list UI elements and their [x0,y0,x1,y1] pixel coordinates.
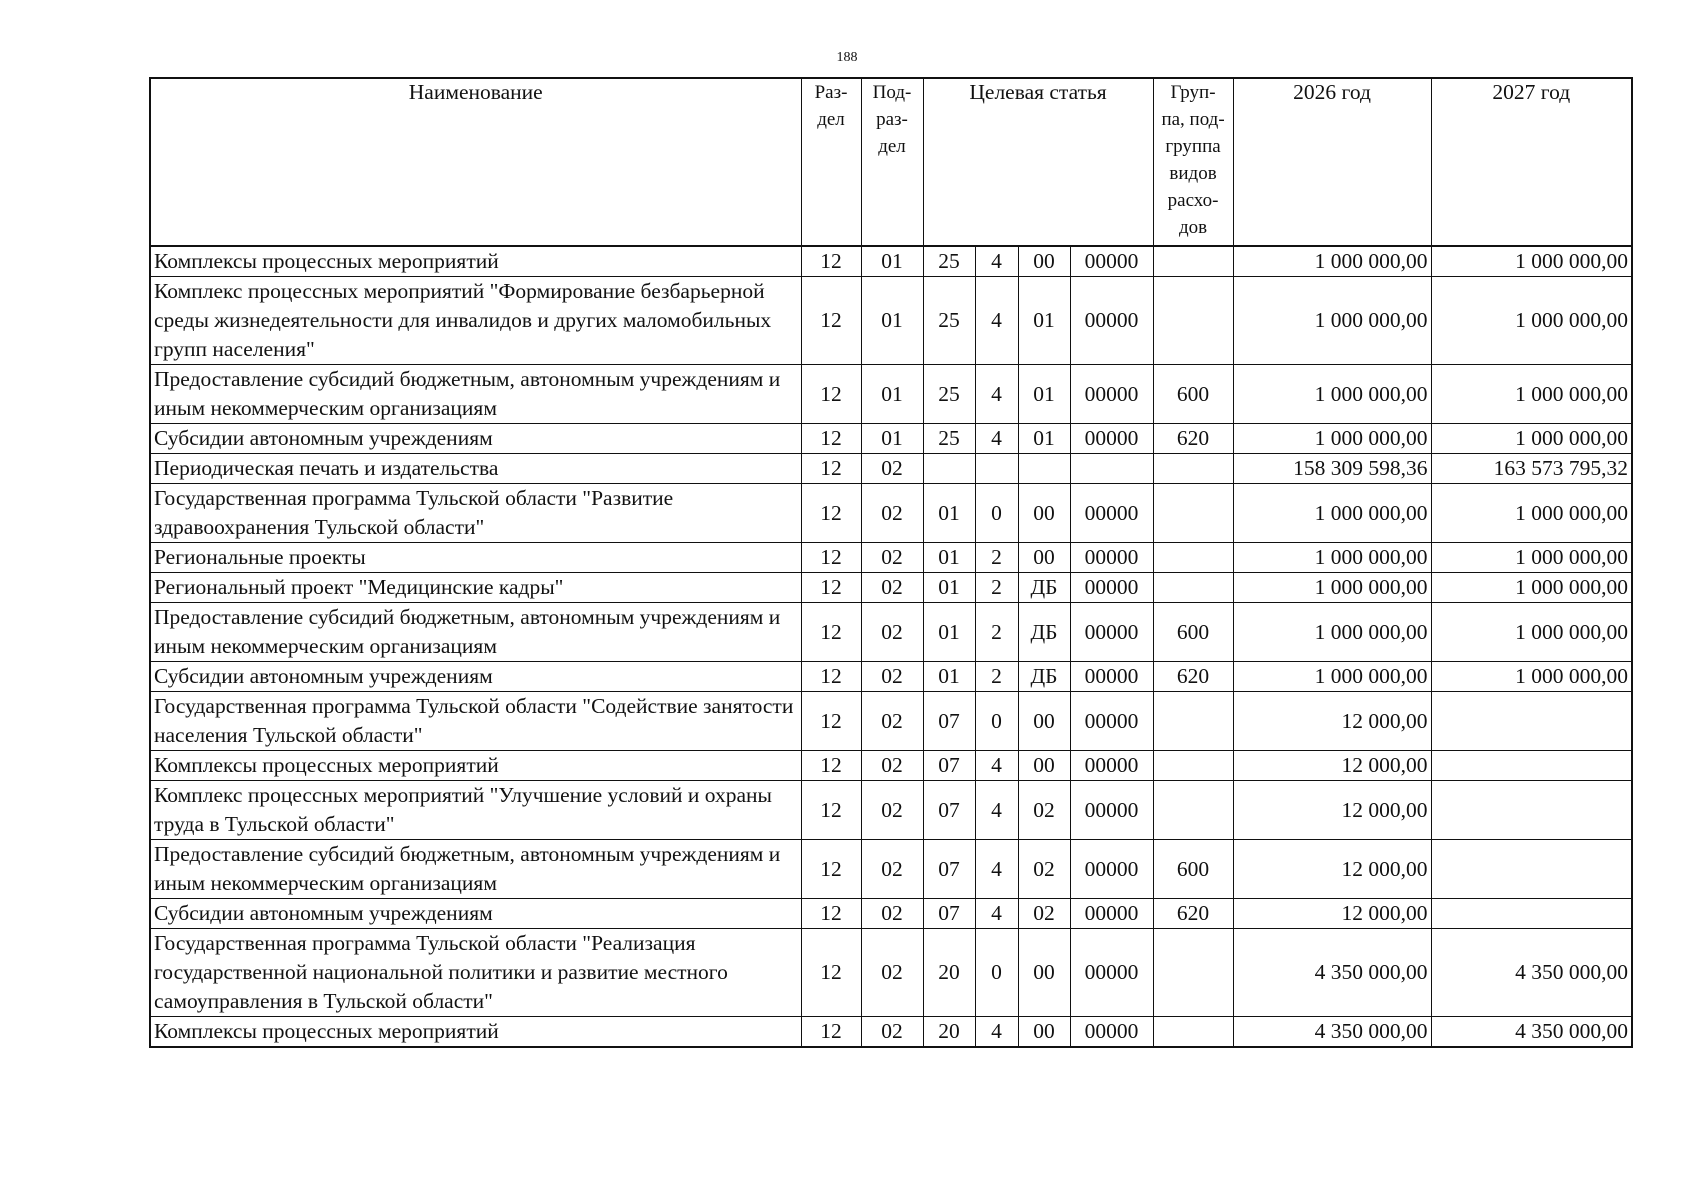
cell-section: 12 [801,246,861,277]
cell-section: 12 [801,1017,861,1048]
cell-expense-group [1153,484,1233,543]
cell-program-code: 20 [923,1017,975,1048]
cell-type-code: 4 [975,365,1018,424]
table-row [150,840,1632,899]
cell-expense-group: 600 [1153,603,1233,662]
table-row [150,543,1632,573]
cell-type-code: 0 [975,484,1018,543]
cell-structural-code: 02 [1018,840,1070,899]
cell-name: Субсидии автономным учреждениям [150,424,801,454]
cell-subsection: 02 [861,603,923,662]
header-subsection: Под- раз- дел [861,78,923,246]
cell-subsection: 02 [861,692,923,751]
cell-name: Субсидии автономным учреждениям [150,662,801,692]
table-row [150,662,1632,692]
cell-section: 12 [801,692,861,751]
cell-subsection: 02 [861,929,923,1017]
cell-expense-group [1153,751,1233,781]
cell-subsection: 02 [861,751,923,781]
cell-amount-2027: 163 573 795,32 [1431,454,1632,484]
cell-subsection: 02 [861,484,923,543]
cell-name: Государственная программа Тульской области "Развитие здравоохранения Тульской области" [150,484,801,543]
cell-amount-2027 [1431,781,1632,840]
cell-expense-group [1153,1017,1233,1048]
cell-subsection: 02 [861,454,923,484]
cell-section: 12 [801,573,861,603]
cell-amount-2027 [1431,751,1632,781]
cell-section: 12 [801,543,861,573]
cell-type-code: 4 [975,1017,1018,1048]
cell-amount-2026: 1 000 000,00 [1233,603,1431,662]
cell-structural-code: ДБ [1018,662,1070,692]
cell-structural-code: 00 [1018,692,1070,751]
table-row [150,454,1632,484]
cell-structural-code: 00 [1018,751,1070,781]
cell-type-code: 4 [975,781,1018,840]
cell-amount-2026: 1 000 000,00 [1233,662,1431,692]
cell-amount-2027 [1431,899,1632,929]
cell-amount-2027: 1 000 000,00 [1431,484,1632,543]
cell-type-code: 4 [975,751,1018,781]
table-row [150,781,1632,840]
cell-program-code: 07 [923,751,975,781]
cell-direction-code: 00000 [1070,899,1153,929]
cell-expense-group [1153,454,1233,484]
cell-subsection: 01 [861,246,923,277]
header-year-2026: 2026 год [1233,78,1431,246]
cell-amount-2026: 1 000 000,00 [1233,573,1431,603]
cell-section: 12 [801,424,861,454]
cell-program-code: 25 [923,424,975,454]
cell-section: 12 [801,365,861,424]
header-name: Наименование [150,78,801,246]
cell-name: Региональные проекты [150,543,801,573]
cell-direction-code: 00000 [1070,365,1153,424]
cell-subsection: 01 [861,365,923,424]
cell-expense-group [1153,781,1233,840]
cell-name: Предоставление субсидий бюджетным, автономным учреждениям и иным некоммерческим организациям [150,603,801,662]
cell-expense-group [1153,929,1233,1017]
cell-direction-code: 00000 [1070,277,1153,365]
table-row [150,424,1632,454]
cell-type-code: 4 [975,246,1018,277]
cell-structural-code: 00 [1018,929,1070,1017]
table-row [150,1017,1632,1048]
cell-subsection: 02 [861,543,923,573]
cell-expense-group: 620 [1153,424,1233,454]
cell-type-code: 2 [975,543,1018,573]
cell-structural-code: 02 [1018,899,1070,929]
cell-amount-2026: 12 000,00 [1233,692,1431,751]
table-row [150,246,1632,277]
cell-direction-code: 00000 [1070,1017,1153,1048]
cell-section: 12 [801,899,861,929]
cell-name: Комплекс процессных мероприятий "Формирование безбарьерной среды жизнедеятельности для инвалидов и других маломобильных групп населения" [150,277,801,365]
cell-type-code [975,454,1018,484]
cell-type-code: 4 [975,840,1018,899]
cell-program-code: 07 [923,899,975,929]
cell-amount-2027: 1 000 000,00 [1431,277,1632,365]
cell-expense-group: 600 [1153,365,1233,424]
cell-direction-code: 00000 [1070,662,1153,692]
table-row [150,277,1632,365]
table-header [150,78,1632,246]
cell-expense-group: 600 [1153,840,1233,899]
table-row [150,484,1632,543]
cell-subsection: 02 [861,840,923,899]
cell-direction-code: 00000 [1070,573,1153,603]
cell-section: 12 [801,454,861,484]
cell-name: Комплексы процессных мероприятий [150,751,801,781]
cell-structural-code: 01 [1018,424,1070,454]
cell-type-code: 4 [975,899,1018,929]
table-row [150,573,1632,603]
cell-program-code: 07 [923,781,975,840]
cell-name: Предоставление субсидий бюджетным, автономным учреждениям и иным некоммерческим организациям [150,365,801,424]
cell-expense-group [1153,246,1233,277]
cell-type-code: 2 [975,603,1018,662]
cell-type-code: 4 [975,424,1018,454]
cell-subsection: 01 [861,277,923,365]
cell-direction-code: 00000 [1070,246,1153,277]
header-target-article: Целевая статья [923,78,1153,246]
cell-amount-2026: 4 350 000,00 [1233,929,1431,1017]
cell-name: Комплекс процессных мероприятий "Улучшение условий и охраны труда в Тульской области" [150,781,801,840]
cell-program-code: 01 [923,484,975,543]
cell-amount-2027: 1 000 000,00 [1431,603,1632,662]
cell-amount-2027: 1 000 000,00 [1431,543,1632,573]
cell-program-code: 01 [923,603,975,662]
cell-direction-code: 00000 [1070,484,1153,543]
cell-name: Государственная программа Тульской области "Содействие занятости населения Тульской области" [150,692,801,751]
cell-amount-2027 [1431,840,1632,899]
cell-amount-2027: 1 000 000,00 [1431,365,1632,424]
cell-amount-2027: 1 000 000,00 [1431,662,1632,692]
cell-program-code: 25 [923,365,975,424]
cell-expense-group: 620 [1153,662,1233,692]
cell-direction-code: 00000 [1070,751,1153,781]
cell-amount-2027: 1 000 000,00 [1431,424,1632,454]
cell-structural-code: 00 [1018,1017,1070,1048]
cell-name: Предоставление субсидий бюджетным, автономным учреждениям и иным некоммерческим организациям [150,840,801,899]
cell-direction-code: 00000 [1070,603,1153,662]
cell-section: 12 [801,484,861,543]
cell-program-code: 01 [923,662,975,692]
cell-type-code: 4 [975,277,1018,365]
cell-subsection: 02 [861,781,923,840]
cell-program-code [923,454,975,484]
cell-direction-code: 00000 [1070,543,1153,573]
cell-structural-code: 00 [1018,543,1070,573]
table-row [150,899,1632,929]
cell-program-code: 25 [923,246,975,277]
cell-amount-2026: 1 000 000,00 [1233,246,1431,277]
cell-name: Комплексы процессных мероприятий [150,1017,801,1048]
cell-type-code: 0 [975,929,1018,1017]
cell-direction-code: 00000 [1070,929,1153,1017]
cell-type-code: 0 [975,692,1018,751]
cell-name: Периодическая печать и издательства [150,454,801,484]
cell-program-code: 20 [923,929,975,1017]
cell-expense-group [1153,692,1233,751]
cell-structural-code: 01 [1018,365,1070,424]
cell-name: Комплексы процессных мероприятий [150,246,801,277]
table-row [150,751,1632,781]
cell-name: Государственная программа Тульской области "Реализация государственной национальной политики и развитие местного самоуправления в Тульской области" [150,929,801,1017]
cell-program-code: 01 [923,573,975,603]
header-expense-group: Груп- па, под- группа видов расхо- дов [1153,78,1233,246]
table-row [150,365,1632,424]
cell-section: 12 [801,929,861,1017]
cell-amount-2027: 4 350 000,00 [1431,1017,1632,1048]
table-body [150,246,1632,1047]
cell-structural-code [1018,454,1070,484]
cell-name: Субсидии автономным учреждениям [150,899,801,929]
cell-amount-2027: 4 350 000,00 [1431,929,1632,1017]
cell-type-code: 2 [975,573,1018,603]
cell-subsection: 02 [861,899,923,929]
cell-amount-2027: 1 000 000,00 [1431,246,1632,277]
cell-amount-2026: 4 350 000,00 [1233,1017,1431,1048]
cell-amount-2026: 1 000 000,00 [1233,365,1431,424]
cell-amount-2027 [1431,692,1632,751]
cell-section: 12 [801,840,861,899]
cell-amount-2026: 1 000 000,00 [1233,424,1431,454]
cell-section: 12 [801,662,861,692]
cell-direction-code [1070,454,1153,484]
cell-direction-code: 00000 [1070,692,1153,751]
cell-structural-code: 00 [1018,484,1070,543]
cell-structural-code: 01 [1018,277,1070,365]
cell-amount-2026: 12 000,00 [1233,781,1431,840]
cell-expense-group [1153,543,1233,573]
cell-program-code: 25 [923,277,975,365]
cell-section: 12 [801,781,861,840]
cell-subsection: 02 [861,573,923,603]
cell-amount-2026: 1 000 000,00 [1233,484,1431,543]
cell-amount-2026: 12 000,00 [1233,840,1431,899]
page-number: 188 [836,50,858,65]
cell-type-code: 2 [975,662,1018,692]
cell-direction-code: 00000 [1070,424,1153,454]
cell-expense-group: 620 [1153,899,1233,929]
table-row [150,929,1632,1017]
header-year-2027: 2027 год [1431,78,1632,246]
cell-name: Региональный проект "Медицинские кадры" [150,573,801,603]
cell-subsection: 02 [861,662,923,692]
cell-subsection: 01 [861,424,923,454]
cell-section: 12 [801,277,861,365]
cell-subsection: 02 [861,1017,923,1048]
header-section: Раз- дел [801,78,861,246]
cell-direction-code: 00000 [1070,840,1153,899]
cell-section: 12 [801,751,861,781]
cell-structural-code: 00 [1018,246,1070,277]
table-row [150,692,1632,751]
cell-program-code: 07 [923,840,975,899]
cell-structural-code: ДБ [1018,573,1070,603]
cell-amount-2026: 1 000 000,00 [1233,543,1431,573]
cell-amount-2026: 12 000,00 [1233,751,1431,781]
cell-expense-group [1153,573,1233,603]
cell-program-code: 07 [923,692,975,751]
table-row [150,603,1632,662]
cell-amount-2027: 1 000 000,00 [1431,573,1632,603]
cell-direction-code: 00000 [1070,781,1153,840]
cell-program-code: 01 [923,543,975,573]
cell-expense-group [1153,277,1233,365]
cell-amount-2026: 12 000,00 [1233,899,1431,929]
cell-section: 12 [801,603,861,662]
cell-structural-code: ДБ [1018,603,1070,662]
cell-amount-2026: 1 000 000,00 [1233,277,1431,365]
cell-structural-code: 02 [1018,781,1070,840]
budget-table [149,77,1633,1048]
cell-amount-2026: 158 309 598,36 [1233,454,1431,484]
